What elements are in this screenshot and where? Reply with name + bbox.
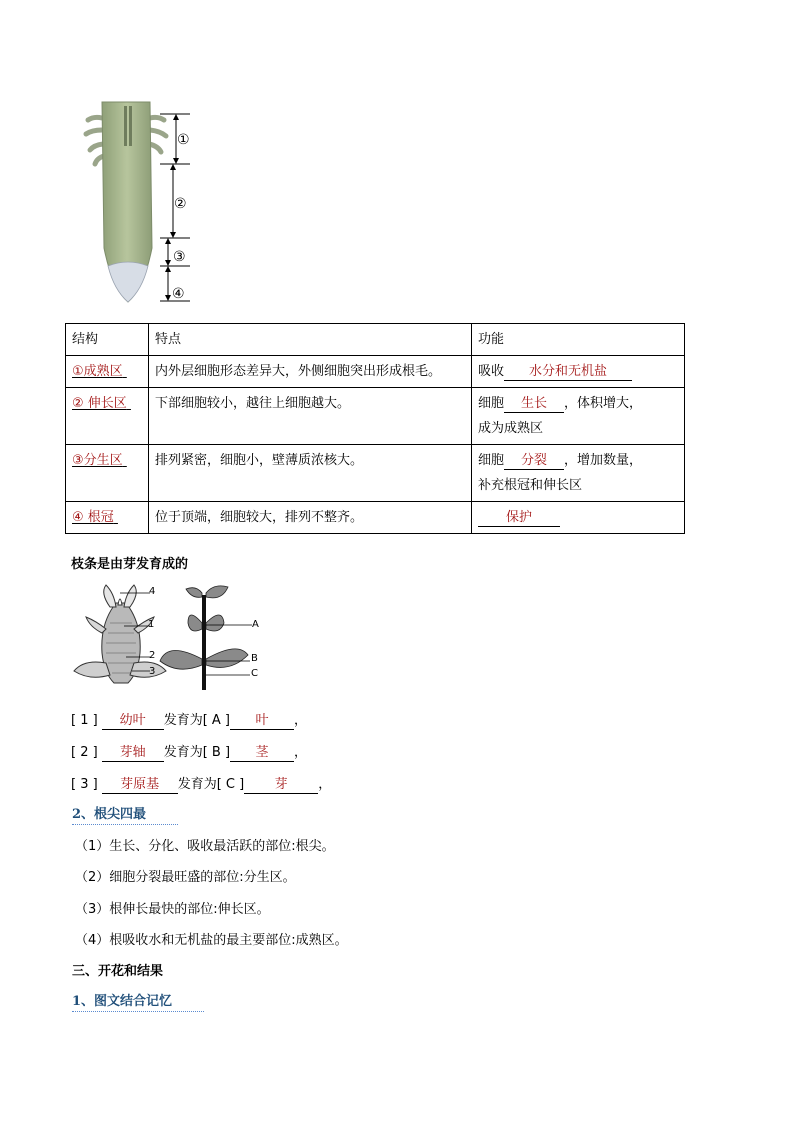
- marker-1: ①: [177, 132, 190, 148]
- cell-feature: 下部细胞较小，越往上细胞越大。: [149, 388, 472, 445]
- shoot-figure: [158, 583, 258, 693]
- section3-title: 三、开花和结果: [72, 964, 164, 979]
- cell-structure: ①成熟区: [66, 356, 149, 388]
- table-row: [66, 388, 685, 445]
- shoot-label-a: A: [252, 619, 259, 630]
- marker-4: ④: [172, 286, 185, 302]
- table-row: [66, 502, 685, 534]
- cell-function: 细胞 生长 ，体积增大， 成为成熟区: [472, 388, 685, 445]
- bud-line-1: [ 1 ] 幼叶 发育为[ A ] 叶 ，: [71, 713, 308, 728]
- table-row: [66, 356, 685, 388]
- cell-feature: 排列紧密，细胞小，壁薄质浓核大。: [149, 445, 472, 502]
- cell-function: 吸收 水分和无机盐: [472, 356, 685, 388]
- header-function: 功能: [472, 324, 685, 356]
- bud-line-3: [ 3 ] 芽原基 发育为[ C ] 芽 ，: [71, 777, 332, 792]
- cell-structure: ② 伸长区: [66, 388, 149, 445]
- section2-item: （4）根吸收水和无机盐的最主要部位:成熟区。: [75, 933, 348, 948]
- section2-item: （3）根伸长最快的部位:伸长区。: [75, 902, 270, 917]
- marker-2: ②: [174, 196, 187, 212]
- root-structure-table: [65, 323, 685, 534]
- branch-title: 枝条是由芽发育成的: [71, 557, 189, 572]
- shoot-label-b: B: [251, 653, 258, 664]
- bud-label-3: 3: [149, 666, 156, 677]
- bud-line-2: [ 2 ] 芽轴 发育为[ B ] 茎 ，: [71, 745, 308, 760]
- marker-3: ③: [173, 249, 186, 265]
- cell-function: 细胞 分裂 ，增加数量， 补充根冠和伸长区: [472, 445, 685, 502]
- table-header-row: [66, 324, 685, 356]
- bud-label-1: 1: [148, 619, 155, 630]
- header-feature: 特点: [149, 324, 472, 356]
- section3-subtitle: 1、图文结合记忆: [72, 990, 204, 1012]
- section2-item: （2）细胞分裂最旺盛的部位:分生区。: [75, 870, 296, 885]
- cell-function: 保护: [472, 502, 685, 534]
- cell-feature: 位于顶端，细胞较大，排列不整齐。: [149, 502, 472, 534]
- table-row: [66, 445, 685, 502]
- bud-label-2: 2: [149, 650, 156, 661]
- section2-item: （1）生长、分化、吸收最活跃的部位:根尖。: [75, 839, 335, 854]
- cell-structure: ③分生区: [66, 445, 149, 502]
- shoot-label-c: C: [251, 668, 258, 679]
- header-structure: 结构: [66, 324, 149, 356]
- section2-title: 2、根尖四最: [72, 803, 178, 825]
- cell-structure: ④ 根冠: [66, 502, 149, 534]
- bud-label-4: 4: [149, 586, 156, 597]
- cell-feature: 内外层细胞形态差异大，外侧细胞突出形成根毛。: [149, 356, 472, 388]
